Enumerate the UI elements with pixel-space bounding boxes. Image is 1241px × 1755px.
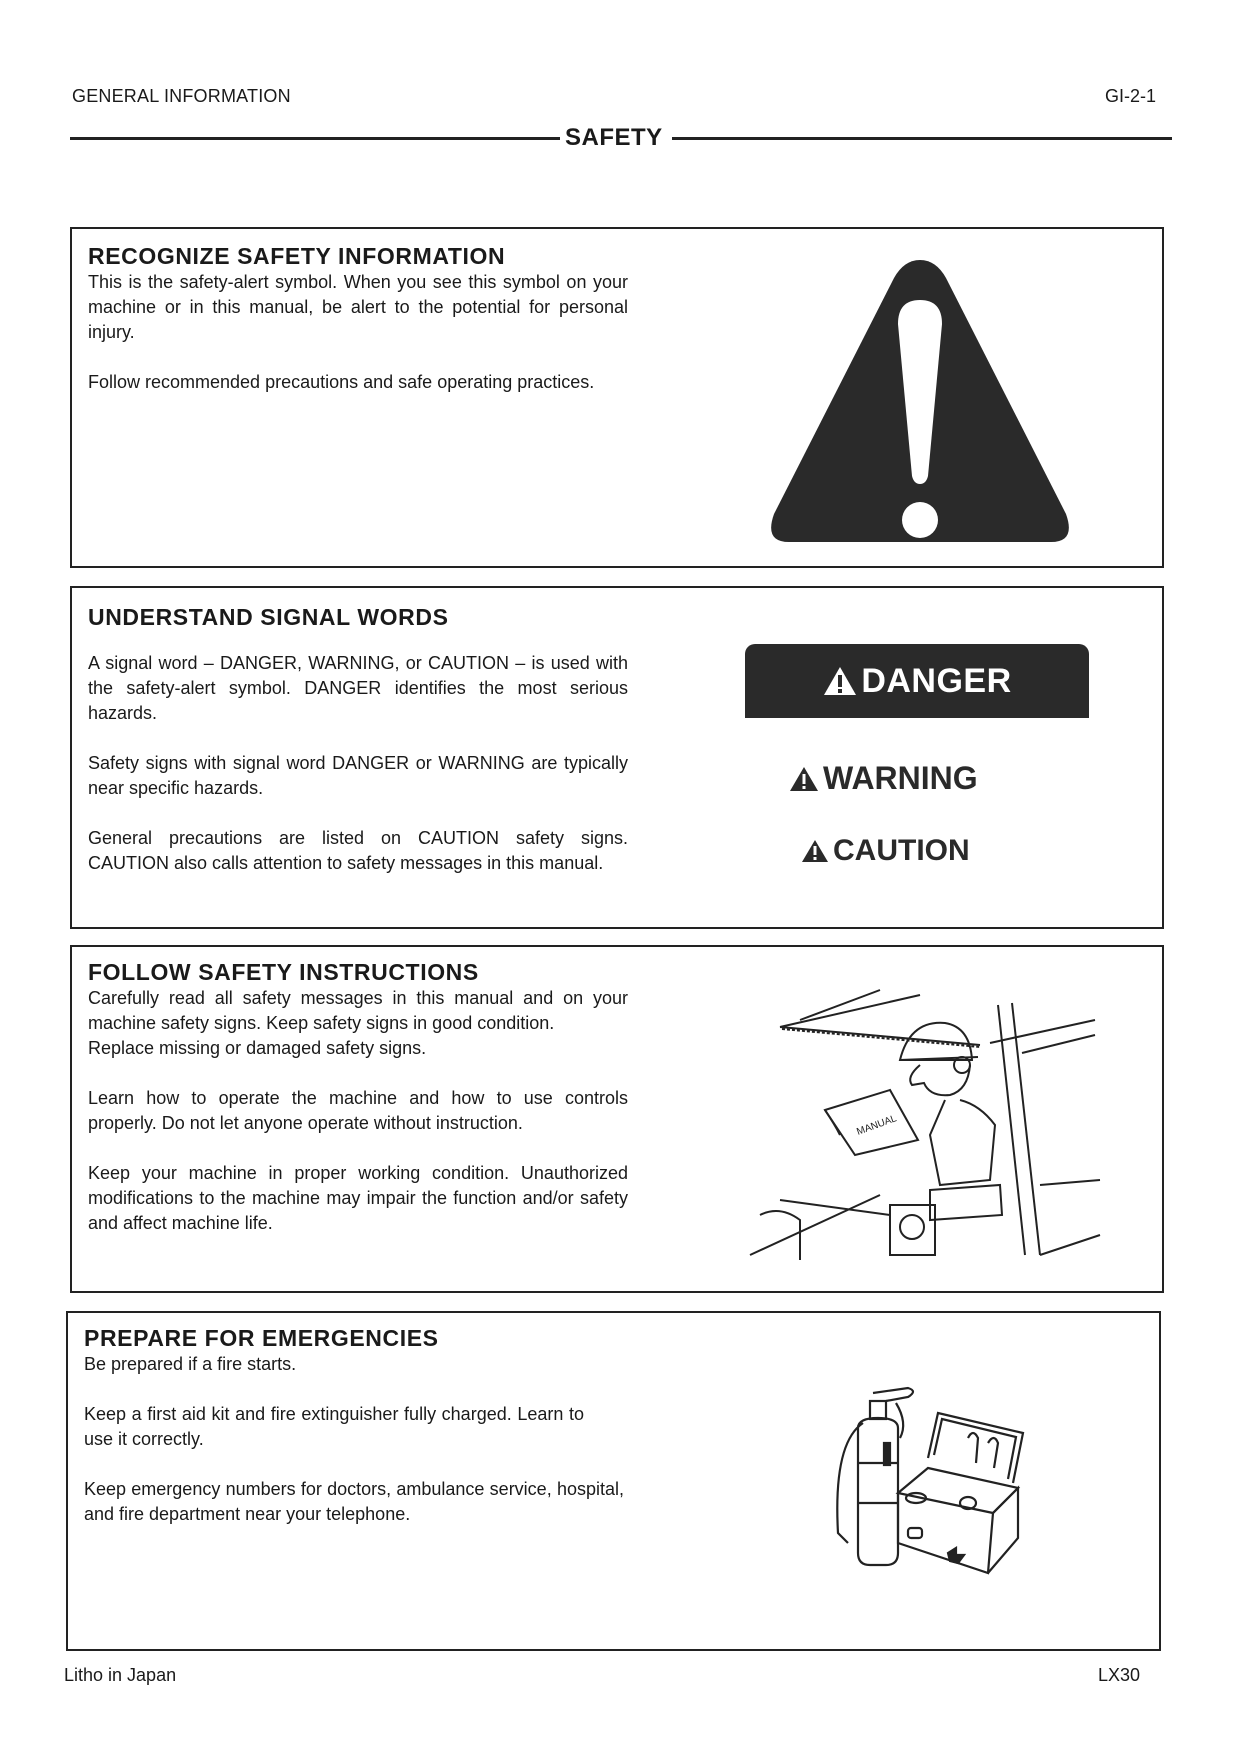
paragraph: Follow recommended precautions and safe operating practices. bbox=[88, 372, 595, 392]
operator-reading-manual-illustration bbox=[740, 965, 1110, 1270]
section-title: SAFETY bbox=[565, 124, 663, 151]
paragraph: Replace missing or damaged safety signs. bbox=[88, 1038, 427, 1058]
paragraph: Be prepared if a fire starts. bbox=[84, 1354, 297, 1374]
danger-label: DANGER bbox=[861, 661, 1012, 700]
caution-label: CAUTION bbox=[833, 834, 970, 867]
manual-label: MANUAL bbox=[855, 1113, 899, 1138]
paragraph: Keep your machine in proper working condition. Unauthorized modifications to the machine may impair the function and/or safety and affect machine life. bbox=[88, 1163, 628, 1233]
page-code: GI-2-1 bbox=[1105, 86, 1157, 106]
header-rule-left bbox=[70, 137, 560, 140]
header-rule-right bbox=[672, 137, 1172, 140]
paragraph: This is the safety-alert symbol. When you see this symbol on your machine or in this manual, be alert to the potential for personal injury. bbox=[88, 272, 628, 342]
section-heading: UNDERSTAND SIGNAL WORDS bbox=[88, 604, 449, 630]
fire-extinguisher-and-first-aid-kit-illustration bbox=[808, 1383, 1068, 1583]
chapter-title: GENERAL INFORMATION bbox=[72, 86, 291, 106]
section-prepare-emergencies bbox=[66, 1311, 1161, 1651]
safety-alert-triangle-icon bbox=[766, 252, 1074, 550]
paragraph: Keep a first aid kit and fire extinguisher fully charged. Learn to use it correctly. bbox=[84, 1404, 584, 1449]
section-signal-words bbox=[70, 586, 1164, 929]
alert-triangle-icon bbox=[800, 838, 830, 864]
alert-triangle-icon bbox=[822, 665, 858, 697]
section-heading: RECOGNIZE SAFETY INFORMATION bbox=[88, 243, 506, 269]
print-note: Litho in Japan bbox=[64, 1665, 177, 1685]
paragraph: Learn how to operate the machine and how to use controls properly. Do not let anyone operate without instruction. bbox=[88, 1088, 628, 1133]
section-follow-instructions bbox=[70, 945, 1164, 1293]
warning-sign bbox=[788, 760, 978, 797]
paragraph: Carefully read all safety messages in this manual and on your machine safety signs. Keep safety signs in good condition. bbox=[88, 988, 628, 1033]
paragraph: Safety signs with signal word DANGER or WARNING are typically near specific hazards. bbox=[88, 753, 628, 798]
section-heading: PREPARE FOR EMERGENCIES bbox=[84, 1325, 439, 1351]
paragraph: A signal word – DANGER, WARNING, or CAUTION – is used with the safety-alert symbol. DANGER identifies the most serious hazards. bbox=[88, 653, 628, 723]
paragraph: General precautions are listed on CAUTION safety signs. CAUTION also calls attention to safety messages in this manual. bbox=[88, 828, 628, 873]
section-recognize-safety bbox=[70, 227, 1164, 568]
signal-word-samples bbox=[732, 588, 1112, 928]
model-code: LX30 bbox=[1098, 1665, 1141, 1685]
warning-label: WARNING bbox=[823, 760, 978, 796]
section-heading: FOLLOW SAFETY INSTRUCTIONS bbox=[88, 959, 479, 985]
alert-triangle-icon bbox=[788, 765, 820, 793]
caution-sign bbox=[800, 834, 970, 868]
paragraph: Keep emergency numbers for doctors, ambulance service, hospital, and fire department near your telephone. bbox=[84, 1479, 624, 1524]
danger-sign bbox=[745, 644, 1089, 718]
